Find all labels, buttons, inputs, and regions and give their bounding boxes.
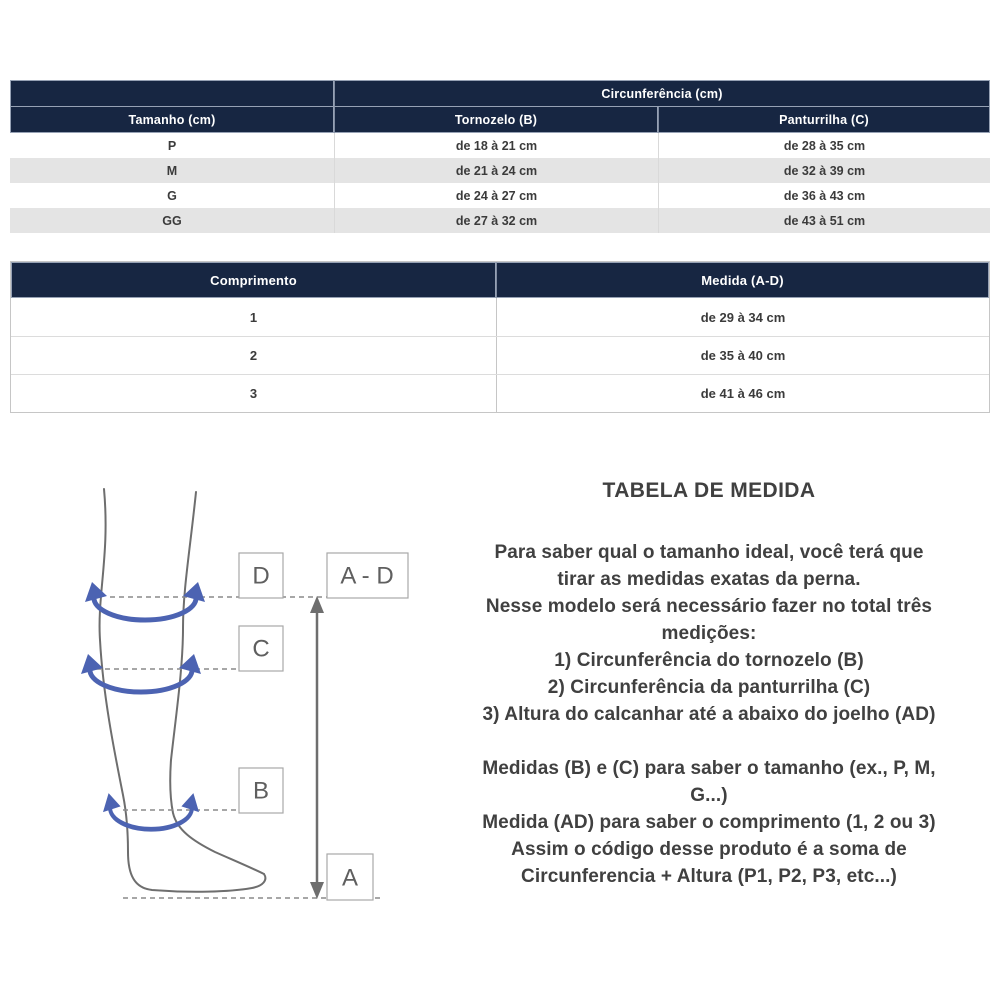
column-header-panturrilha: Panturrilha (C) [658, 107, 990, 133]
info-line: Medida (AD) para saber o comprimento (1, 2 ou 3) [482, 812, 936, 833]
height-arrow-icon [310, 596, 324, 899]
measurement-instructions [420, 479, 998, 890]
table-row [10, 158, 990, 183]
circumference-arrow-b-icon [103, 793, 199, 829]
info-line: medições: [661, 623, 757, 644]
table-row [11, 374, 989, 412]
ankle-cell: de 21 à 24 cm [334, 158, 658, 183]
table-row [11, 298, 989, 336]
length-cell: 3 [249, 386, 258, 401]
ankle-cell: de 18 à 21 cm [334, 133, 658, 158]
table-row [10, 208, 990, 233]
info-line: tirar as medidas exatas da perna. [557, 569, 861, 590]
column-header-comprimento: Comprimento [11, 262, 496, 298]
column-header-medida: Medida (A-D) [496, 262, 989, 298]
size-cell: GG [162, 213, 182, 228]
measure-cell: de 29 à 34 cm [496, 298, 989, 336]
table-row [10, 183, 990, 208]
group-header-empty-cell [10, 80, 334, 107]
calf-cell: de 43 à 51 cm [658, 208, 990, 233]
info-line: Assim o código desse produto é a soma de [511, 839, 907, 860]
group-header-circumference: Circunferência (cm) [334, 80, 990, 107]
size-cell: G [167, 188, 177, 203]
label-a: A [341, 864, 359, 892]
circumference-size-table [10, 80, 990, 233]
circumference-arrow-d-icon [85, 582, 205, 620]
label-b: B [252, 777, 270, 805]
info-line: 2) Circunferência da panturrilha (C) [547, 677, 871, 698]
page-title: TABELA DE MEDIDA [602, 479, 816, 502]
size-cell: P [167, 138, 177, 153]
column-header-tamanho: Tamanho (cm) [10, 107, 334, 133]
label-ad: A - D [340, 562, 394, 590]
info-line: 1) Circunferência do tornozelo (B) [554, 650, 864, 671]
length-cell: 1 [249, 309, 258, 325]
info-line: Medidas (B) e (C) para saber o tamanho (ex., P, M, [482, 758, 936, 779]
info-line: 3) Altura do calcanhar até a abaixo do joelho (AD) [482, 704, 936, 725]
column-header-row [11, 262, 989, 298]
info-line: Nesse modelo será necessário fazer no total três [485, 596, 933, 617]
circumference-arrow-c-icon [81, 654, 201, 692]
info-line: G...) [690, 785, 728, 806]
measurement-dashed-lines [96, 597, 380, 898]
table-row [10, 133, 990, 158]
calf-cell: de 36 à 43 cm [658, 183, 990, 208]
ankle-cell: de 24 à 27 cm [334, 183, 658, 208]
ankle-cell: de 27 à 32 cm [334, 208, 658, 233]
leg-measurement-diagram [60, 475, 420, 915]
column-header-row [10, 107, 990, 133]
label-c: C [252, 635, 270, 663]
size-cell: M [166, 163, 178, 178]
column-header-tornozelo: Tornozelo (B) [334, 107, 658, 133]
group-header-row [10, 80, 990, 107]
info-line: Circunferencia + Altura (P1, P2, P3, etc...) [521, 866, 897, 887]
measure-cell: de 35 à 40 cm [496, 337, 989, 374]
info-line-spacer [420, 728, 998, 755]
label-boxes [239, 553, 408, 900]
calf-cell: de 32 à 39 cm [658, 158, 990, 183]
info-line: Para saber qual o tamanho ideal, você terá que [494, 542, 924, 563]
label-d: D [252, 562, 270, 590]
calf-cell: de 28 à 35 cm [658, 133, 990, 158]
measure-cell: de 41 à 46 cm [496, 375, 989, 412]
length-table [10, 261, 990, 413]
length-cell: 2 [249, 348, 258, 363]
table-row [11, 336, 989, 374]
